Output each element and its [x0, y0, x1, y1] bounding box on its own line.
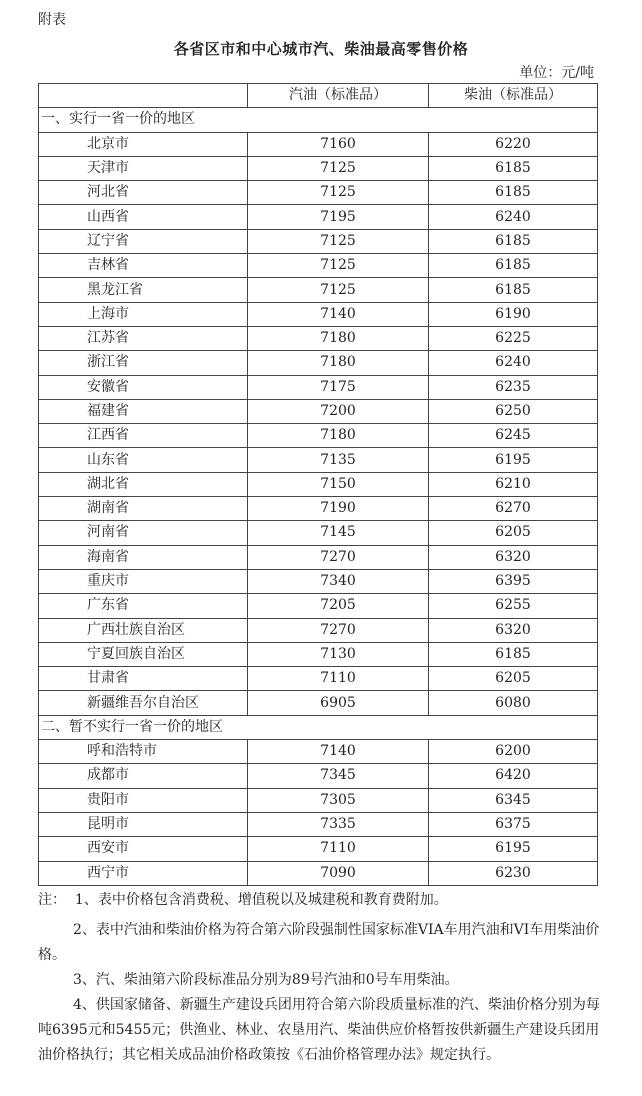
- table-row: [39, 472, 598, 496]
- gasoline-price-cell: 7145: [248, 521, 429, 545]
- diesel-price-cell: 6255: [429, 594, 598, 618]
- gasoline-price-cell: 7205: [248, 594, 429, 618]
- table-row: [39, 837, 598, 861]
- region-cell: 吉林省: [39, 254, 248, 278]
- table-row: [39, 667, 598, 691]
- table-row: [39, 399, 598, 423]
- diesel-price-cell: 6395: [429, 569, 598, 593]
- diesel-price-cell: 6185: [429, 642, 598, 666]
- region-cell: 成都市: [39, 764, 248, 788]
- diesel-price-cell: 6195: [429, 837, 598, 861]
- gasoline-price-cell: 7190: [248, 497, 429, 521]
- gasoline-price-cell: 7180: [248, 424, 429, 448]
- table-row: [39, 569, 598, 593]
- diesel-price-cell: 6185: [429, 254, 598, 278]
- gasoline-price-cell: 7175: [248, 375, 429, 399]
- diesel-price-cell: 6320: [429, 545, 598, 569]
- region-cell: 甘肃省: [39, 667, 248, 691]
- diesel-price-cell: 6270: [429, 497, 598, 521]
- unit-label: 单位：元/吨: [519, 65, 594, 81]
- table-row: [39, 691, 598, 715]
- region-cell: 山西省: [39, 205, 248, 229]
- region-cell: 北京市: [39, 132, 248, 156]
- region-cell: 宁夏回族自治区: [39, 642, 248, 666]
- gasoline-price-cell: 7130: [248, 642, 429, 666]
- region-cell: 江苏省: [39, 326, 248, 350]
- table-row: [39, 740, 598, 764]
- header-diesel: 柴油（标准品）: [429, 84, 598, 108]
- region-cell: 贵阳市: [39, 788, 248, 812]
- gasoline-price-cell: 7180: [248, 351, 429, 375]
- header-region: [39, 84, 248, 108]
- gasoline-price-cell: 6905: [248, 691, 429, 715]
- gasoline-price-cell: 7090: [248, 861, 429, 885]
- region-cell: 昆明市: [39, 812, 248, 836]
- note-3: 3、汽、柴油第六阶段标准品分别为89号汽油和0号车用柴油。: [73, 972, 459, 988]
- table-row: [39, 181, 598, 205]
- gasoline-price-cell: 7335: [248, 812, 429, 836]
- table-row: [39, 545, 598, 569]
- section-row: [39, 715, 598, 739]
- table-row: [39, 497, 598, 521]
- table-row: [39, 229, 598, 253]
- diesel-price-cell: 6420: [429, 764, 598, 788]
- region-cell: 上海市: [39, 302, 248, 326]
- region-cell: 河北省: [39, 181, 248, 205]
- region-cell: 安徽省: [39, 375, 248, 399]
- note-2: 2、表中汽油和柴油价格为符合第六阶段强制性国家标准VIA车用汽油和VI车用柴油价格。: [38, 922, 600, 963]
- diesel-price-cell: 6320: [429, 618, 598, 642]
- gasoline-price-cell: 7125: [248, 181, 429, 205]
- diesel-price-cell: 6225: [429, 326, 598, 350]
- region-cell: 福建省: [39, 399, 248, 423]
- notes: [38, 888, 600, 1068]
- table-header-row: [39, 84, 598, 108]
- table-row: [39, 351, 598, 375]
- note-1: [38, 888, 600, 913]
- note-4: 4、供国家储备、新疆生产建设兵团用符合第六阶段质量标准的汽、柴油价格分别为每吨6395元和5455元；供渔业、林业、农垦用汽、柴油供应价格暂按供新疆生产建设兵团用油价格执行；其它相关成品油价格政策按《石油价格管理办法》规定执行。: [38, 997, 600, 1063]
- diesel-price-cell: 6185: [429, 229, 598, 253]
- gasoline-price-cell: 7110: [248, 837, 429, 861]
- gasoline-price-cell: 7125: [248, 278, 429, 302]
- region-cell: 西安市: [39, 837, 248, 861]
- diesel-price-cell: 6250: [429, 399, 598, 423]
- table-row: [39, 521, 598, 545]
- gasoline-price-cell: 7150: [248, 472, 429, 496]
- diesel-price-cell: 6205: [429, 667, 598, 691]
- gasoline-price-cell: 7125: [248, 254, 429, 278]
- table-row: [39, 326, 598, 350]
- diesel-price-cell: 6345: [429, 788, 598, 812]
- region-cell: 广东省: [39, 594, 248, 618]
- gasoline-price-cell: 7110: [248, 667, 429, 691]
- region-cell: 黑龙江省: [39, 278, 248, 302]
- region-cell: 新疆维吾尔自治区: [39, 691, 248, 715]
- gasoline-price-cell: 7140: [248, 740, 429, 764]
- diesel-price-cell: 6195: [429, 448, 598, 472]
- table-row: [39, 764, 598, 788]
- gasoline-price-cell: 7140: [248, 302, 429, 326]
- region-cell: 江西省: [39, 424, 248, 448]
- table-row: [39, 618, 598, 642]
- table-row: [39, 302, 598, 326]
- diesel-price-cell: 6185: [429, 278, 598, 302]
- diesel-price-cell: 6235: [429, 375, 598, 399]
- diesel-price-cell: 6230: [429, 861, 598, 885]
- table-row: [39, 254, 598, 278]
- region-cell: 浙江省: [39, 351, 248, 375]
- table-row: [39, 132, 598, 156]
- table-row: [39, 642, 598, 666]
- gasoline-price-cell: 7195: [248, 205, 429, 229]
- gasoline-price-cell: 7180: [248, 326, 429, 350]
- table-row: [39, 278, 598, 302]
- diesel-price-cell: 6220: [429, 132, 598, 156]
- diesel-price-cell: 6205: [429, 521, 598, 545]
- diesel-price-cell: 6185: [429, 156, 598, 180]
- table-row: [39, 861, 598, 885]
- gasoline-price-cell: 7340: [248, 569, 429, 593]
- note-text: 1、表中价格包含消费税、增值税以及城建税和教育费附加。: [74, 892, 448, 908]
- diesel-price-cell: 6375: [429, 812, 598, 836]
- region-cell: 辽宁省: [39, 229, 248, 253]
- section-label: 二、暂不实行一省一价的地区: [39, 715, 598, 739]
- region-cell: 湖南省: [39, 497, 248, 521]
- gasoline-price-cell: 7125: [248, 156, 429, 180]
- region-cell: 河南省: [39, 521, 248, 545]
- diesel-price-cell: 6210: [429, 472, 598, 496]
- region-cell: 呼和浩特市: [39, 740, 248, 764]
- region-cell: 天津市: [39, 156, 248, 180]
- gasoline-price-cell: 7125: [248, 229, 429, 253]
- diesel-price-cell: 6200: [429, 740, 598, 764]
- gasoline-price-cell: 7160: [248, 132, 429, 156]
- diesel-price-cell: 6240: [429, 205, 598, 229]
- region-cell: 海南省: [39, 545, 248, 569]
- gasoline-price-cell: 7345: [248, 764, 429, 788]
- gasoline-price-cell: 7270: [248, 618, 429, 642]
- table-row: [39, 375, 598, 399]
- diesel-price-cell: 6245: [429, 424, 598, 448]
- header-gasoline: 汽油（标准品）: [248, 84, 429, 108]
- attachment-label: 附表: [38, 12, 66, 28]
- region-cell: 重庆市: [39, 569, 248, 593]
- gasoline-price-cell: 7305: [248, 788, 429, 812]
- region-cell: 西宁市: [39, 861, 248, 885]
- section-label: 一、实行一省一价的地区: [39, 108, 598, 132]
- table-row: [39, 594, 598, 618]
- page-title: 各省区市和中心城市汽、柴油最高零售价格: [173, 40, 469, 58]
- price-table: [38, 83, 598, 886]
- gasoline-price-cell: 7270: [248, 545, 429, 569]
- region-cell: 山东省: [39, 448, 248, 472]
- table-row: [39, 156, 598, 180]
- table-row: [39, 424, 598, 448]
- section-row: [39, 108, 598, 132]
- diesel-price-cell: 6190: [429, 302, 598, 326]
- diesel-price-cell: 6240: [429, 351, 598, 375]
- table-row: [39, 205, 598, 229]
- gasoline-price-cell: 7200: [248, 399, 429, 423]
- diesel-price-cell: 6080: [429, 691, 598, 715]
- gasoline-price-cell: 7135: [248, 448, 429, 472]
- region-cell: 湖北省: [39, 472, 248, 496]
- table-row: [39, 812, 598, 836]
- table-row: [39, 448, 598, 472]
- table-row: [39, 788, 598, 812]
- region-cell: 广西壮族自治区: [39, 618, 248, 642]
- note-prefix: 注：: [38, 892, 66, 908]
- diesel-price-cell: 6185: [429, 181, 598, 205]
